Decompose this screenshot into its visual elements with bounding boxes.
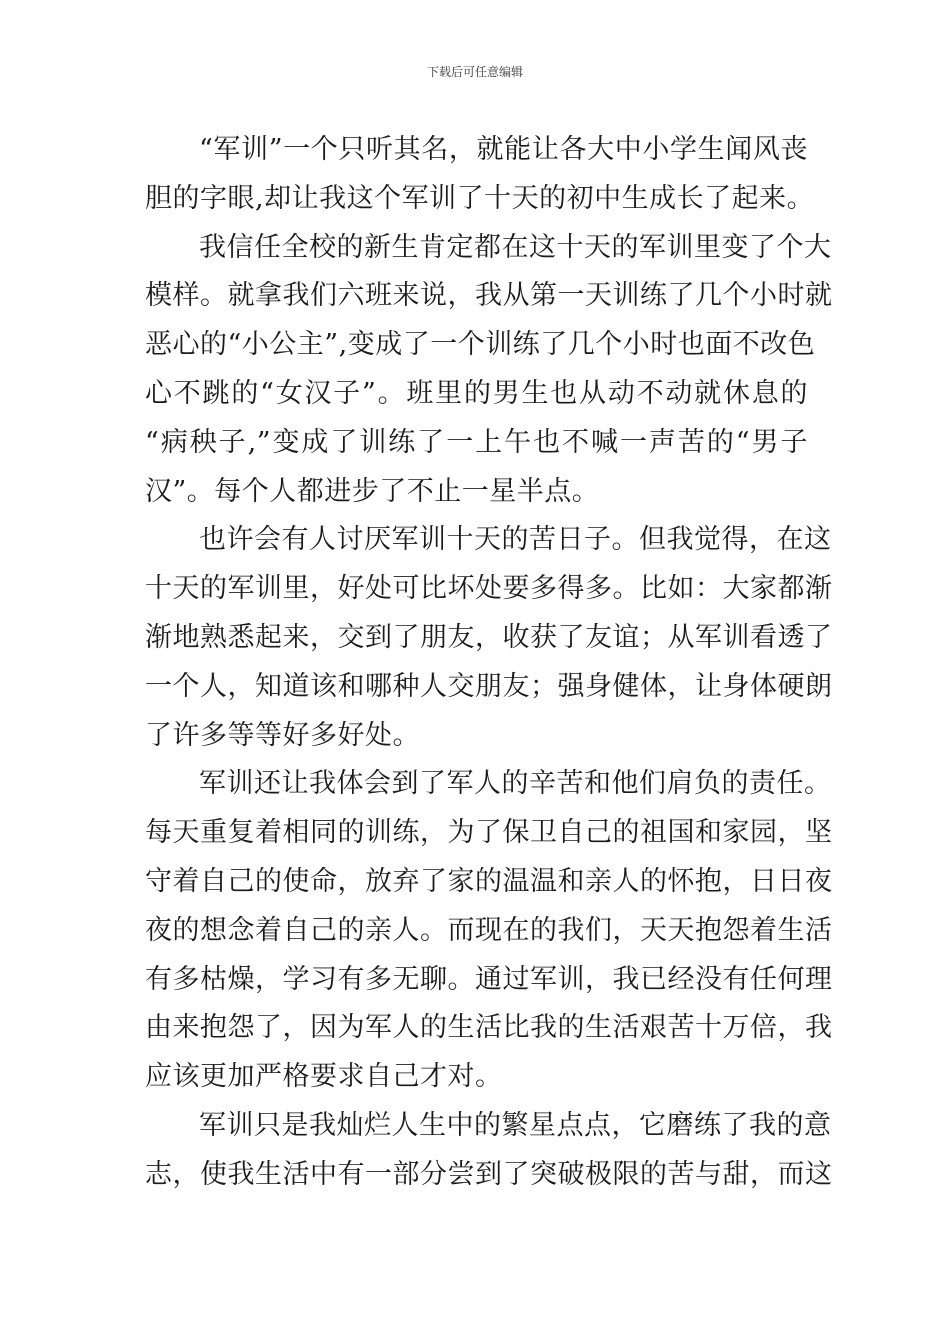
text-line: 了许多等等好多好处。: [145, 719, 420, 751]
text-line: 汉”。每个人都进步了不止一星半点。: [145, 475, 600, 507]
text-line: 军训只是我灿烂人生中的繁星点点，它磨练了我的意: [199, 1109, 832, 1141]
text-line: 守着自己的使命，放弃了家的温温和亲人的怀抱，日日夜: [145, 865, 833, 897]
page-header: 下载后可任意编辑: [426, 65, 523, 79]
text-line: 我信任全校的新生肯定都在这十天的军训里变了个大: [199, 231, 832, 263]
text-line: 军训还让我体会到了军人的辛苦和他们肩负的责任。: [199, 768, 832, 800]
text-line: 恶心的“小公主”,变成了一个训练了几个小时也面不改色: [145, 329, 816, 361]
text-line: 一个人，知道该和哪种人交朋友；强身健体，让身体硬朗: [145, 670, 833, 702]
text-line: 应该更加严格要求自己才对。: [145, 1061, 503, 1093]
text-line: 心不跳的“女汉子”。班里的男生也从动不动就休息的: [145, 377, 808, 409]
text-line: 十天的军训里，好处可比坏处要多得多。比如：大家都渐: [145, 573, 833, 605]
text-line: “病秧子,”变成了训练了一上午也不喊一声苦的“男子: [145, 426, 808, 458]
text-line: 夜的想念着自己的亲人。而现在的我们，天天抱怨着生活: [145, 914, 833, 946]
text-line: 胆的字眼,却让我这个军训了十天的初中生成长了起来。: [145, 182, 815, 214]
text-line: 渐地熟悉起来，交到了朋友，收获了友谊；从军训看透了: [145, 621, 833, 653]
text-line: 模样。就拿我们六班来说，我从第一天训练了几个小时就: [145, 280, 833, 312]
text-line: “军训”一个只听其名，就能让各大中小学生闻风丧: [199, 134, 808, 165]
text-line: 也许会有人讨厌军训十天的苦日子。但我觉得，在这: [199, 524, 832, 556]
document-body: [145, 126, 833, 1200]
text-line: 志，使我生活中有一部分尝到了突破极限的苦与甜，而这: [145, 1158, 833, 1190]
text-line: 有多枯燥，学习有多无聊。通过军训，我已经没有任何理: [145, 963, 833, 995]
text-line: 由来抱怨了，因为军人的生活比我的生活艰苦十万倍，我: [145, 1012, 833, 1044]
text-line: 每天重复着相同的训练，为了保卫自己的祖国和家园，坚: [145, 817, 833, 849]
